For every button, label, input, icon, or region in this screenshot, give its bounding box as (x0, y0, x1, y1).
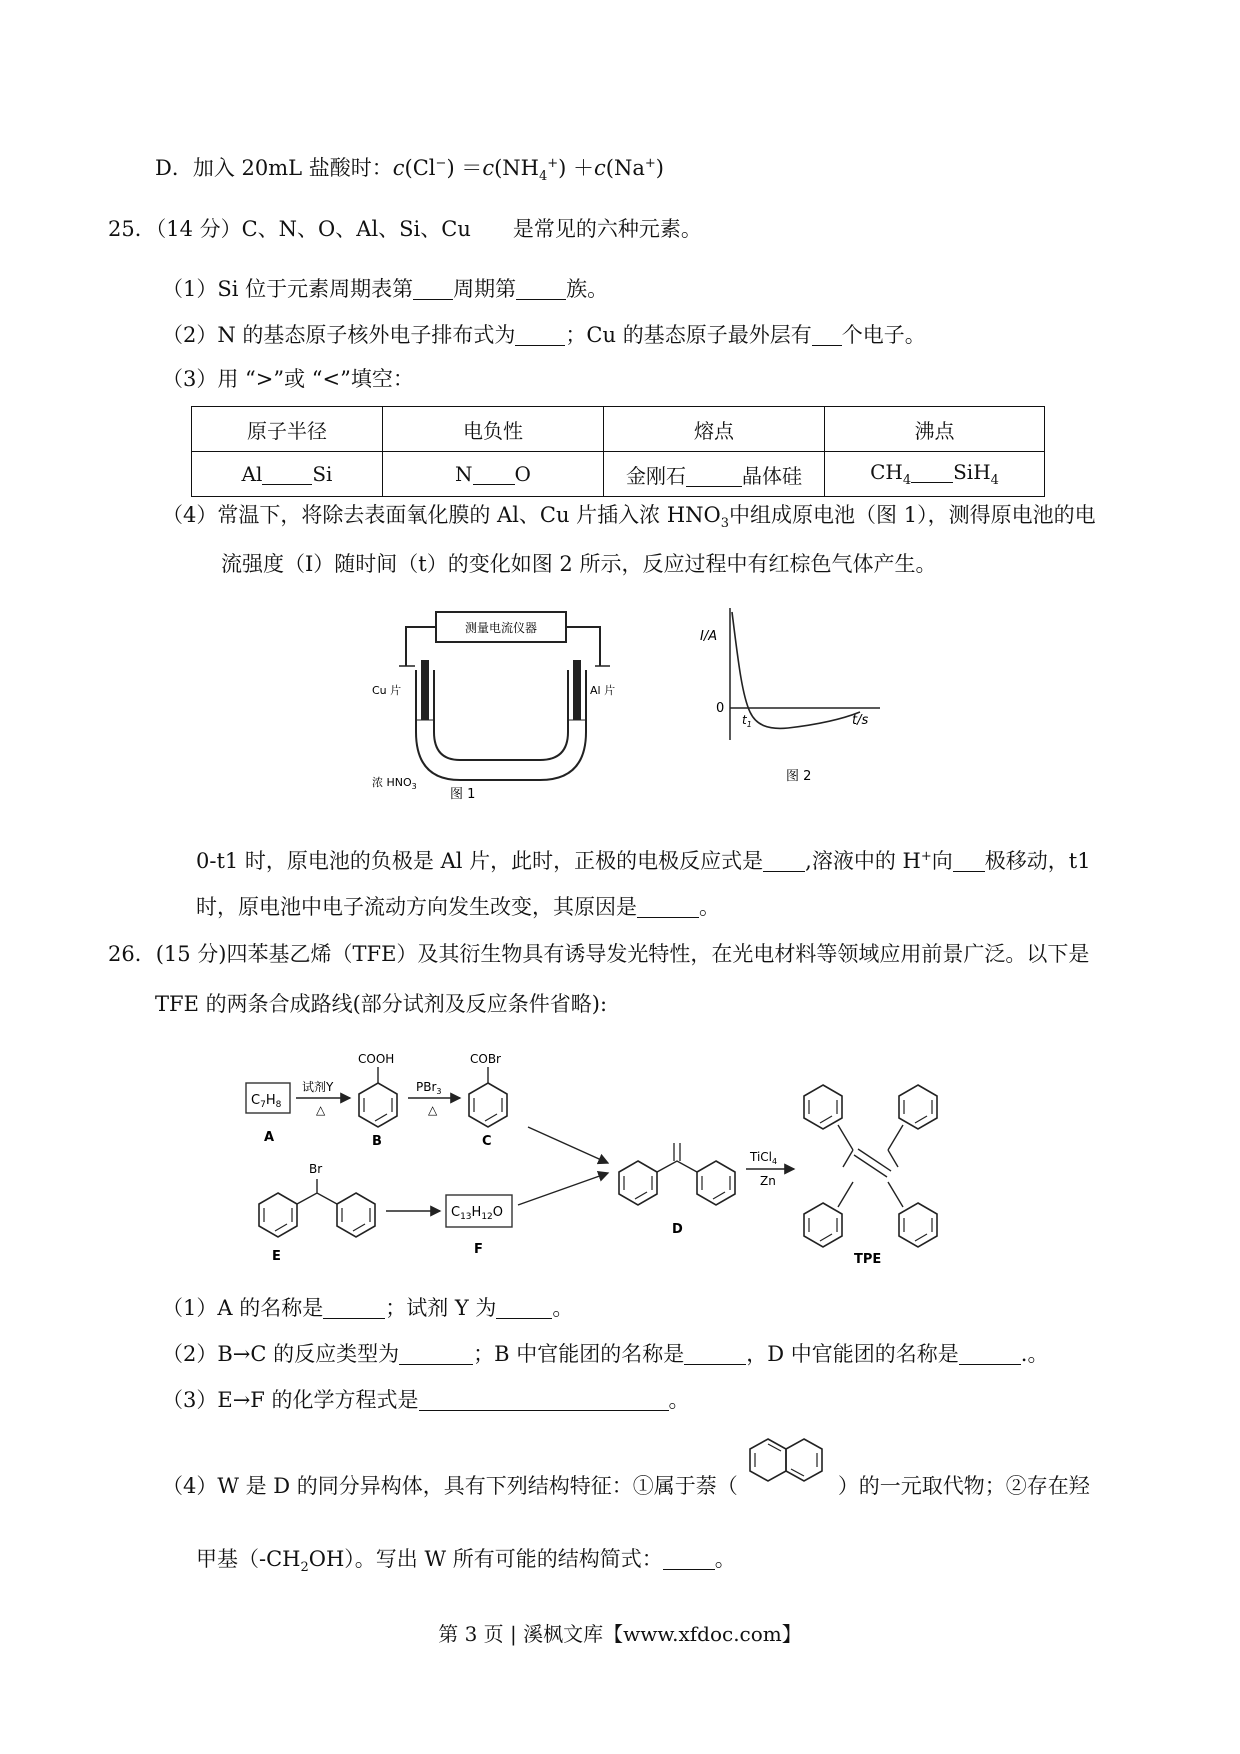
y-axis-label: I/A (700, 629, 718, 644)
label-tpe: TPE (854, 1252, 882, 1267)
label-c: C (482, 1134, 492, 1149)
answer-blank[interactable] (473, 464, 515, 485)
ring-tpe-3 (804, 1203, 842, 1247)
answer-blank[interactable] (911, 462, 953, 483)
label-f: F (474, 1242, 483, 1257)
t1-label: $t_1$ (742, 713, 752, 729)
answer-blank[interactable] (419, 1390, 669, 1411)
meter-label: 测量电流仪器 (464, 621, 538, 635)
cu-label: Cu 片 (372, 684, 402, 697)
ring-e-right (337, 1193, 375, 1237)
answer-blank[interactable] (515, 325, 565, 346)
answer-blank[interactable] (496, 1298, 552, 1319)
cu-electrode (421, 660, 429, 720)
table-cell: N O (383, 452, 604, 497)
cooh-label: COOH (358, 1052, 395, 1066)
naphthalene-structure (738, 1431, 838, 1501)
table-cell: Al Si (192, 452, 383, 497)
bond-e (297, 1179, 337, 1204)
ring-tpe-1 (804, 1085, 842, 1129)
answer-blank[interactable] (413, 279, 453, 300)
q26-sub2: （2）B→C 的反应类型为 ；B 中官能团的名称是 ，D 中官能团的名称是 .。 (162, 1342, 1049, 1366)
al-label: Al 片 (590, 684, 616, 697)
answer-blank[interactable] (959, 1344, 1021, 1365)
synthesis-scheme (238, 1045, 958, 1270)
al-electrode (573, 660, 581, 720)
answer-blank[interactable] (637, 897, 699, 918)
figure-1-caption: 图 1 (450, 787, 476, 802)
answer-blank[interactable] (684, 1344, 746, 1365)
table-header: 电负性 (383, 407, 604, 452)
table-row (192, 452, 1045, 497)
q26-sub4: （4）W 是 D 的同分异构体，具有下列结构特征：①属于萘（ ）的一元取代物；②存在羟 (162, 1472, 1090, 1500)
comparison-table (191, 406, 1045, 497)
q25-sub2: （2）N 的基态原子核外电子排布式为 ；Cu 的基态原子最外层有 个电子。 (162, 323, 926, 347)
ring-tpe-2 (899, 1085, 937, 1129)
u-tube (416, 670, 586, 780)
page-footer: 第 3 页 | 溪枫文库【www.xfdoc.com】 (438, 1622, 802, 1646)
arrow-c-d (528, 1127, 608, 1163)
q26-sub4-cont: 甲基$(-CH_2OH)$。写出 W 所有可能的结构简式： 。 (196, 1547, 736, 1576)
zn-label: Zn (760, 1174, 776, 1188)
ring-b (359, 1083, 397, 1127)
compound-f-formula: $C_{13}H_{12}O$ (451, 1205, 503, 1222)
label-a: A (264, 1130, 275, 1145)
arrow-f-d (518, 1173, 608, 1205)
ring-e-left (259, 1193, 297, 1237)
u-tube-inner (434, 670, 568, 760)
pbr3-label: PBr$_3$ (416, 1080, 442, 1096)
compound-a-formula: $C_7H_8$ (251, 1093, 282, 1110)
answer-blank[interactable] (686, 466, 742, 487)
table-header: 熔点 (604, 407, 825, 452)
bond-d (657, 1161, 697, 1172)
q26-heading: 26．(15 分)四苯基乙烯（TFE）及其衍生物具有诱导发光特性，在光电材料等领域应用前景广泛。以下是 (108, 942, 1090, 966)
ring-c (469, 1083, 507, 1127)
q26-heading-cont: TFE 的两条合成路线(部分试剂及反应条件省略): (155, 992, 608, 1016)
table-header: 原子半径 (192, 407, 383, 452)
table-header-row (192, 407, 1045, 452)
acid-label: 浓 $HNO_3$ (372, 776, 417, 791)
label-d: D (672, 1222, 683, 1237)
figure-2-plot (690, 600, 890, 790)
q25-sub3: （3）用 “>”或 “<”填空： (162, 367, 414, 391)
answer-blank[interactable] (399, 1344, 473, 1365)
ring-tpe-4 (899, 1203, 937, 1247)
answer-blank[interactable] (763, 851, 805, 872)
figure-2-caption: 图 2 (786, 769, 812, 784)
q26-sub1: （1）A 的名称是 ；试剂 Y 为 。 (162, 1296, 574, 1320)
q25-para1: 0-t1 时，原电池的负极是 Al 片，此时，正极的电极反应式是 ,溶液中的 H+向 极移动，t1 (196, 849, 1091, 873)
current-curve (732, 612, 860, 728)
answer-blank[interactable] (323, 1298, 385, 1319)
label-e: E (272, 1249, 281, 1264)
delta-2: △ (428, 1103, 438, 1117)
x-axis-label: t/s (852, 713, 869, 728)
q25-sub1: （1）Si 位于元素周期表第 周期第 族。 (162, 277, 609, 301)
q25-sub4-cont: 流强度（I）随时间（t）的变化如图 2 所示，反应过程中有红棕色气体产生。 (221, 552, 937, 576)
table-cell: 金刚石 晶体硅 (604, 452, 825, 497)
answer-blank[interactable] (812, 325, 842, 346)
br-label: Br (309, 1162, 323, 1176)
q26-sub3: （3）E→F 的化学方程式是 。 (162, 1388, 690, 1412)
q25-para2: 时，原电池中电子流动方向发生改变，其原因是 。 (196, 895, 720, 919)
ticl4-label: TiCl$_4$ (750, 1150, 778, 1166)
cobr-label: COBr (470, 1052, 501, 1066)
answer-blank[interactable] (663, 1549, 715, 1570)
answer-blank[interactable] (953, 851, 985, 872)
q25-sub4: （4）常温下，将除去表面氧化膜的 Al、Cu 片插入浓 $HNO_3$中组成原电池（图 1），测得原电池的电 (162, 503, 1096, 532)
answer-blank[interactable] (516, 279, 566, 300)
figure-1-cell (372, 600, 640, 802)
answer-blank[interactable] (262, 464, 312, 485)
label-b: B (372, 1134, 382, 1149)
origin-label: 0 (716, 701, 725, 716)
table-header: 沸点 (825, 407, 1045, 452)
reagent-y: 试剂Y (302, 1080, 334, 1094)
ring-d-right (697, 1161, 735, 1205)
ring-d-left (619, 1161, 657, 1205)
tpe-double-bond (854, 1155, 887, 1177)
tpe-double-bond (858, 1149, 891, 1171)
q25-heading: 25．（14 分）C、N、O、Al、Si、Cu 是常见的六种元素。 (108, 217, 702, 241)
option-d: D．加入 20mL 盐酸时：$c(Cl^-) =c(NH_4^+) +c(Na^+)$ (155, 156, 664, 185)
table-cell: $CH_4$ SiH$_4$ (825, 452, 1045, 497)
delta-1: △ (316, 1103, 326, 1117)
